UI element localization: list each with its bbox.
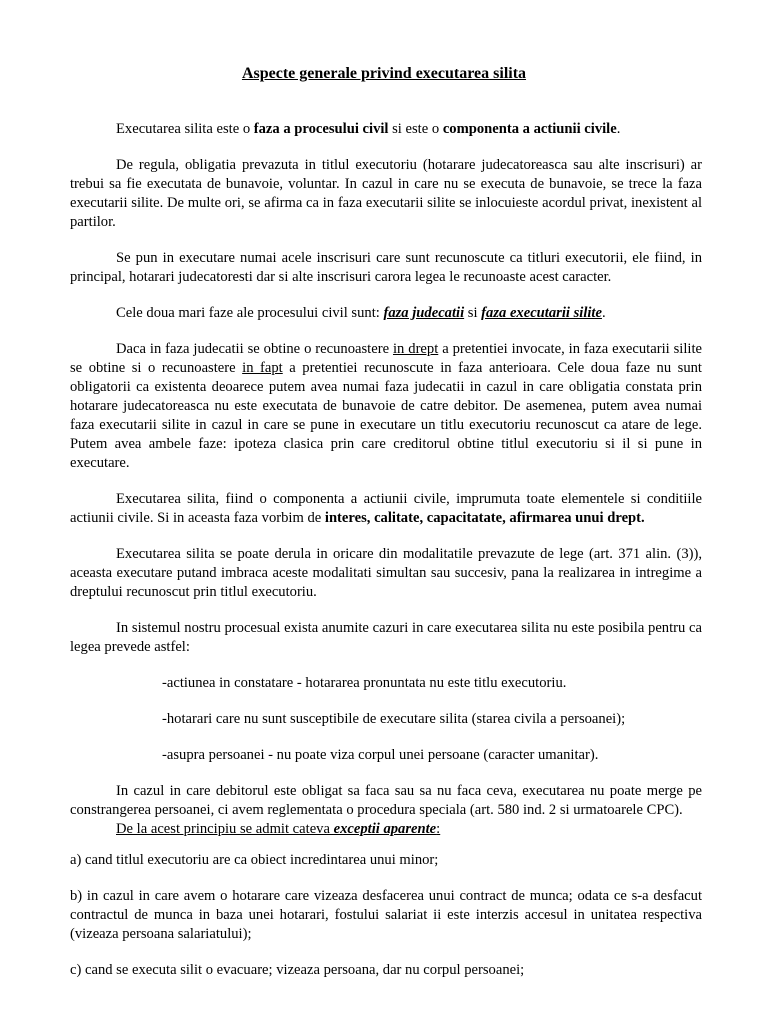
exception-c: c) cand se executa silit o evacuare; vizeaza persoana, dar nu corpul persoanei;	[70, 962, 525, 978]
paragraph-6: Executarea silita, fiind o componenta a actiunii civile, imprumuta toate elementele si conditiile actiunii civile. Si in aceasta faza vorbim de interes, calitate, capacitatate, afirmarea unui drept.	[70, 491, 702, 526]
paragraph-1: Executarea silita este o faza a procesului civil si este o componenta a actiunii civile.	[116, 121, 621, 137]
paragraph-2: De regula, obligatia prevazuta in titlul executoriu (hotarare judecatoreasca sau alte inscrisuri) ar trebui sa fie executata de bunavoie, voluntar. In cazul in care nu se executa de bunavoie, se trece la faza executarii silite. De multe ori, se afirma ca in faza executarii silite se inlocuieste acordul privat, inexistent al partilor.	[70, 157, 702, 230]
list-item-3: -asupra persoanei - nu poate viza corpul unei persoane (caracter umanitar).	[162, 747, 599, 763]
paragraph-10: De la acest principiu se admit cateva exceptii aparente:	[116, 821, 441, 837]
paragraph-8: In sistemul nostru procesual exista anumite cazuri in care executarea silita nu este posibila pentru ca legea prevede astfel:	[70, 620, 702, 655]
paragraph-4: Cele doua mari faze ale procesului civil sunt: faza judecatii si faza executarii silite.	[116, 305, 606, 321]
paragraph-3: Se pun in executare numai acele inscrisuri care sunt recunoscute ca titluri executorii, ele fiind, in principal, hotarari judecatoresti dar si alte inscrisuri carora legea le recunoaste acest caracter.	[70, 250, 702, 285]
document-title: Aspecte generale privind executarea silita	[241, 65, 527, 82]
exception-a: a) cand titlul executoriu are ca obiect incredintarea unui minor;	[70, 852, 439, 868]
paragraph-9: In cazul in care debitorul este obligat sa faca sau sa nu faca ceva, executarea nu poate merge pe constrangerea persoanei, ci avem reglementata o procedura speciala (art. 580 ind. 2 si urmatoarele CPC).	[70, 783, 702, 818]
list-item-2: -hotarari care nu sunt susceptibile de executare silita (starea civila a persoanei);	[162, 711, 626, 727]
paragraph-5: Daca in faza judecatii se obtine o recunoastere in drept a pretentiei invocate, in faza executarii silite se obtine si o recunoastere in fapt a pretentiei recunoscute in faza anterioara. Cele doua faze nu sunt obligatorii ca existenta deoarece putem avea numai faza judecatii in cazul in care obligatia constata prin hotarare judecatoreasca nu este executata de bunavoie de catre debitor. De asemenea, putem avea numai faza executarii silite in cazul in care se pune in executare un titlu executoriu recunoscut ca atare de lege. Putem avea ambele faze: ipoteza clasica prin care creditorul obtine titlul executoriu si il si pune in executare.	[70, 341, 702, 471]
document-body	[70, 120, 702, 997]
exception-b: b) in cazul in care avem o hotarare care vizeaza desfacerea unui contract de munca; odata ce s-a desfacut contractul de munca in baza unei hotarari, fostului salariat ii este interzis accesul in unitatea respectiva (vizeaza persoana salariatului);	[70, 888, 702, 942]
list-item-1: -actiunea in constatare - hotararea pronuntata nu este titlu executoriu.	[162, 675, 567, 691]
paragraph-7: Executarea silita se poate derula in oricare din modalitatile prevazute de lege (art. 371 alin. (3)), aceasta executare putand imbraca aceste modalitati simultan sau succesiv, pana la realizarea in intregime a dreptului recunoscut prin titlul executoriu.	[70, 546, 702, 600]
